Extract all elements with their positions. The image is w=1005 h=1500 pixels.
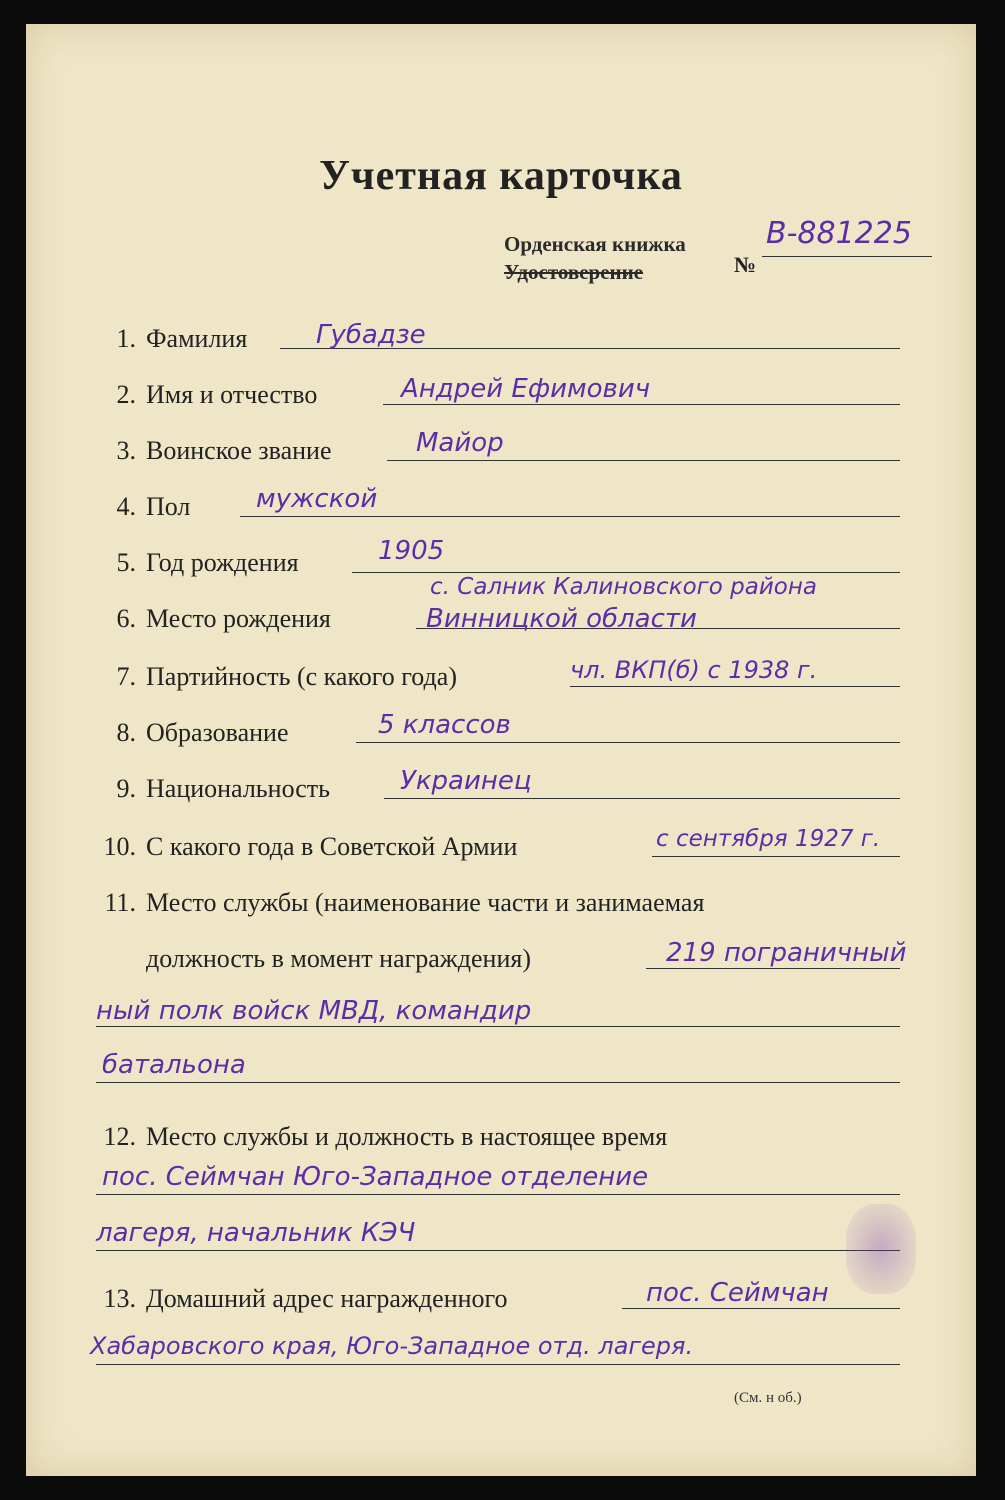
field-value-birth-place-2: Винницкой области <box>426 604 697 634</box>
field-army-since <box>96 832 517 862</box>
field-line <box>384 798 900 799</box>
field-line <box>240 516 900 517</box>
field-current-service <box>96 1122 667 1152</box>
field-birth-year <box>96 548 299 578</box>
field-rank <box>96 436 332 466</box>
certificate-label: Удостоверение <box>504 260 644 284</box>
field-label: С какого года в Советской Армии <box>146 832 518 861</box>
field-surname <box>96 324 247 354</box>
field-label: Национальность <box>146 774 330 803</box>
field-value-service-2: ный полк войск МВД, командир <box>96 996 532 1026</box>
field-number: 8. <box>116 718 136 747</box>
field-line <box>356 742 900 743</box>
field-name-patronymic <box>96 380 317 410</box>
field-sex <box>96 492 190 522</box>
field-value-service-1: 219 пограничный <box>666 938 907 968</box>
field-nationality <box>96 774 330 804</box>
field-label: Пол <box>146 492 191 521</box>
field-value-sex: мужской <box>256 484 378 514</box>
field-line <box>352 572 900 573</box>
field-value-surname: Губадзе <box>316 320 426 350</box>
field-number: 1. <box>116 324 136 353</box>
field-line <box>96 1250 900 1251</box>
order-book-labels <box>504 230 686 286</box>
order-book-value-line <box>762 216 932 257</box>
field-number: 12. <box>103 1122 136 1151</box>
field-label: Место рождения <box>146 604 331 633</box>
field-value-party: чл. ВКП(б) с 1938 г. <box>570 656 818 684</box>
card-title: Учетная карточка <box>319 153 683 199</box>
field-service-place-cont <box>146 944 531 974</box>
field-value-army-since: с сентября 1927 г. <box>656 826 881 852</box>
field-education <box>96 718 289 748</box>
ink-smudge <box>846 1204 916 1294</box>
field-line <box>96 1364 900 1365</box>
field-label: Партийность (с какого года) <box>146 662 457 691</box>
field-line <box>570 686 900 687</box>
field-line <box>622 1308 900 1309</box>
number-sign: № <box>734 252 757 277</box>
order-book-value: В-881225 <box>766 216 912 251</box>
field-number: 4. <box>116 492 136 521</box>
field-service-place <box>96 888 704 918</box>
field-label: Домашний адрес награжденного <box>146 1284 508 1313</box>
field-value-nationality: Украинец <box>400 766 532 796</box>
field-value-service-3: батальона <box>102 1050 246 1080</box>
field-label: Имя и отчество <box>146 380 318 409</box>
field-number: 6. <box>116 604 136 633</box>
field-number: 9. <box>116 774 136 803</box>
field-line <box>96 1026 900 1027</box>
field-home-address <box>96 1284 508 1314</box>
field-label: Место службы и должность в настоящее время <box>146 1122 668 1151</box>
field-label: Фамилия <box>146 324 248 353</box>
field-line <box>646 968 900 969</box>
field-value-current-2: лагеря, начальник КЭЧ <box>96 1218 416 1248</box>
order-book-label: Орденская книжка <box>504 232 686 256</box>
field-value-address-2: Хабаровского края, Юго-Западное отд. лагеря. <box>90 1332 694 1360</box>
field-line <box>96 1082 900 1083</box>
field-label: Год рождения <box>146 548 299 577</box>
field-label: Воинское звание <box>146 436 332 465</box>
field-value-birth-place-1: с. Салник Калиновского района <box>430 574 817 600</box>
field-value-name: Андрей Ефимович <box>401 374 651 404</box>
field-number: 3. <box>116 436 136 465</box>
field-number: 2. <box>116 380 136 409</box>
field-value-current-1: пос. Сеймчан Юго-Западное отделение <box>102 1162 649 1192</box>
field-label: должность в момент награждения) <box>146 944 531 973</box>
field-line <box>387 460 900 461</box>
field-label: Образование <box>146 718 289 747</box>
field-number: 5. <box>116 548 136 577</box>
field-label: Место службы (наименование части и занимаемая <box>146 888 705 917</box>
field-number: 13. <box>103 1284 136 1313</box>
field-value-address-1: пос. Сеймчан <box>646 1278 829 1308</box>
field-value-birth-year: 1905 <box>378 536 445 566</box>
field-number: 7. <box>116 662 136 691</box>
field-line <box>383 404 900 405</box>
field-line <box>652 856 900 857</box>
record-card <box>26 24 976 1476</box>
field-value-education: 5 классов <box>378 710 511 740</box>
field-line <box>96 1194 900 1195</box>
field-number: 10. <box>103 832 136 861</box>
field-number: 11. <box>104 888 136 917</box>
field-birth-place <box>96 604 331 634</box>
field-value-rank: Майор <box>416 428 504 458</box>
footnote: (См. н об.) <box>734 1390 802 1406</box>
field-party <box>96 662 457 692</box>
